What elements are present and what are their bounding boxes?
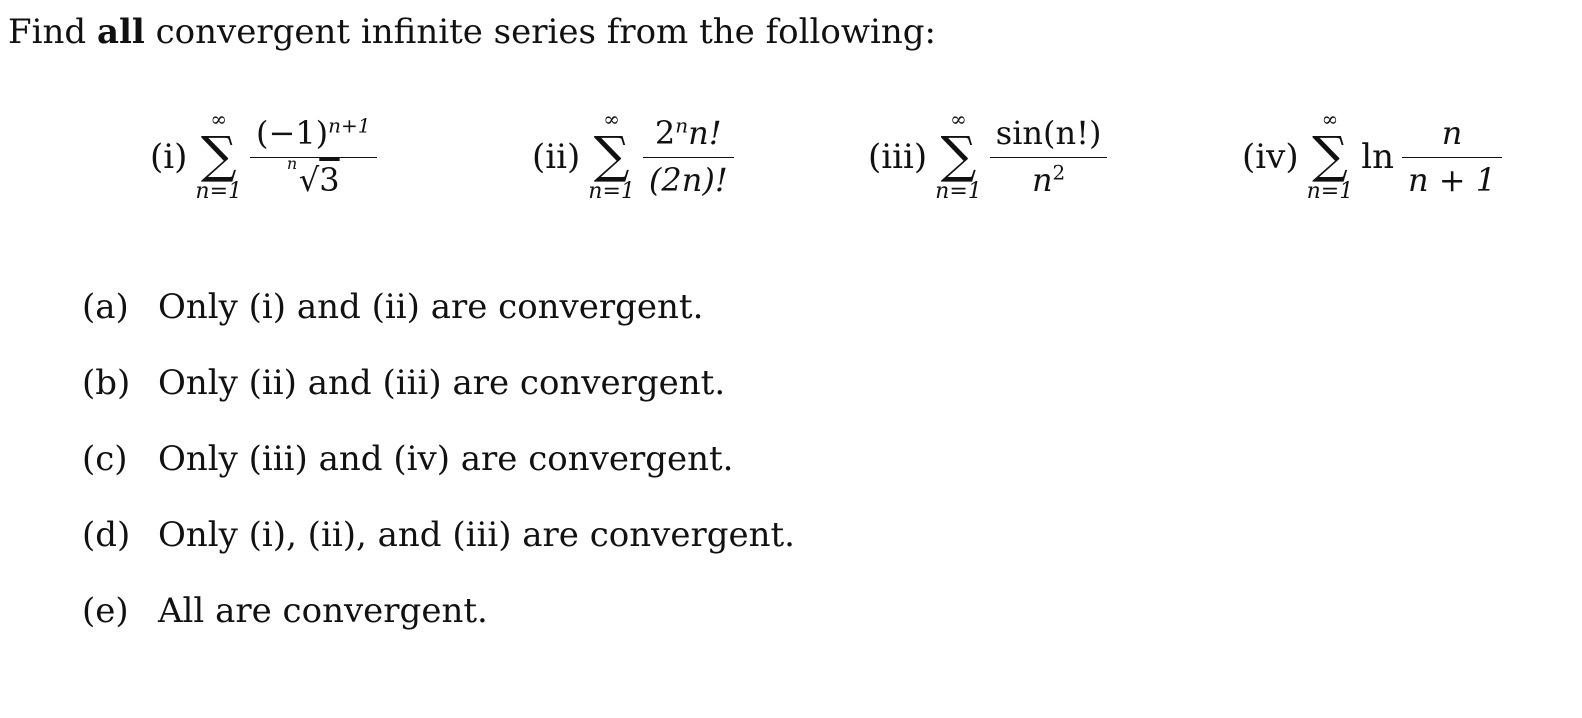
denominator: (2n)! <box>648 160 728 199</box>
choice-letter: (e) <box>82 591 129 631</box>
fraction <box>250 113 377 199</box>
summation <box>1307 109 1354 205</box>
choice-text: Only (ii) and (iii) are convergent. <box>158 363 726 403</box>
nth-root <box>286 153 340 199</box>
choice-a[interactable] <box>82 284 795 360</box>
denominator <box>1026 159 1071 199</box>
fraction-bar <box>1402 157 1502 158</box>
numerator <box>250 113 377 152</box>
numerator: n <box>1441 113 1463 152</box>
summation <box>195 109 242 205</box>
prompt-emphasis: all <box>96 12 145 52</box>
summation-upper-limit: ∞ <box>603 107 620 131</box>
denominator <box>281 153 346 199</box>
series-label: (iii) <box>868 137 928 177</box>
summation-lower-limit: n=1 <box>195 179 243 204</box>
numerator-tail: n! <box>688 113 722 152</box>
summation <box>588 109 635 205</box>
summation-upper-limit: ∞ <box>210 107 228 131</box>
sigma-symbol: ∑ <box>940 126 977 184</box>
summation-lower-limit: n=1 <box>1306 179 1354 204</box>
series-label: (ii) <box>532 137 581 177</box>
series-ii <box>532 92 734 222</box>
question-prompt <box>8 10 936 54</box>
choice-d[interactable] <box>82 512 795 588</box>
choice-letter: (b) <box>82 363 131 403</box>
numerator-exponent: n <box>675 113 689 138</box>
summation-lower-limit: n=1 <box>588 179 635 204</box>
denominator-exponent: 2 <box>1052 159 1066 184</box>
choice-b[interactable] <box>82 360 795 436</box>
prompt-text-after: convergent infinite series from the following: <box>144 12 936 52</box>
fraction-bar <box>643 157 734 158</box>
series-i <box>150 92 377 222</box>
numerator-exponent: n+1 <box>328 113 371 138</box>
fraction-bar <box>250 157 377 158</box>
denominator-base: n <box>1031 160 1053 199</box>
series-label: (i) <box>150 137 188 177</box>
natural-log: ln <box>1361 137 1395 177</box>
series-iii <box>868 92 1107 222</box>
numerator-base: (−1) <box>256 113 329 152</box>
summation-upper-limit: ∞ <box>950 107 967 131</box>
series-list <box>0 92 1582 222</box>
choice-text: Only (iii) and (iv) are convergent. <box>158 439 734 479</box>
choice-e[interactable] <box>82 588 795 664</box>
fraction <box>1402 113 1502 199</box>
numerator: sin(n!) <box>995 113 1102 152</box>
denominator: n + 1 <box>1408 160 1497 199</box>
fraction-bar <box>990 157 1108 158</box>
sigma-symbol: ∑ <box>200 126 237 184</box>
choice-text: Only (i) and (ii) are convergent. <box>158 287 704 327</box>
summation-upper-limit: ∞ <box>1321 107 1339 131</box>
prompt-text-before: Find <box>8 12 97 52</box>
series-iv <box>1242 92 1502 222</box>
choice-letter: (c) <box>82 439 128 479</box>
fraction <box>643 113 734 199</box>
choice-text: All are convergent. <box>158 591 488 631</box>
numerator <box>649 113 728 152</box>
fraction <box>990 113 1108 199</box>
sigma-symbol: ∑ <box>1312 126 1348 184</box>
choice-text: Only (i), (ii), and (iii) are convergent. <box>158 515 795 555</box>
choice-letter: (d) <box>82 515 131 555</box>
summation <box>935 109 982 205</box>
choice-c[interactable] <box>82 436 795 512</box>
answer-choices <box>82 284 795 664</box>
radicand: 3 <box>319 160 340 199</box>
summation-lower-limit: n=1 <box>935 179 982 204</box>
radical-sign: √ <box>298 160 320 199</box>
numerator-base: 2 <box>654 113 676 152</box>
sigma-symbol: ∑ <box>593 126 630 184</box>
root-index: n <box>286 153 298 173</box>
choice-letter: (a) <box>82 287 129 327</box>
series-label: (iv) <box>1242 137 1299 177</box>
